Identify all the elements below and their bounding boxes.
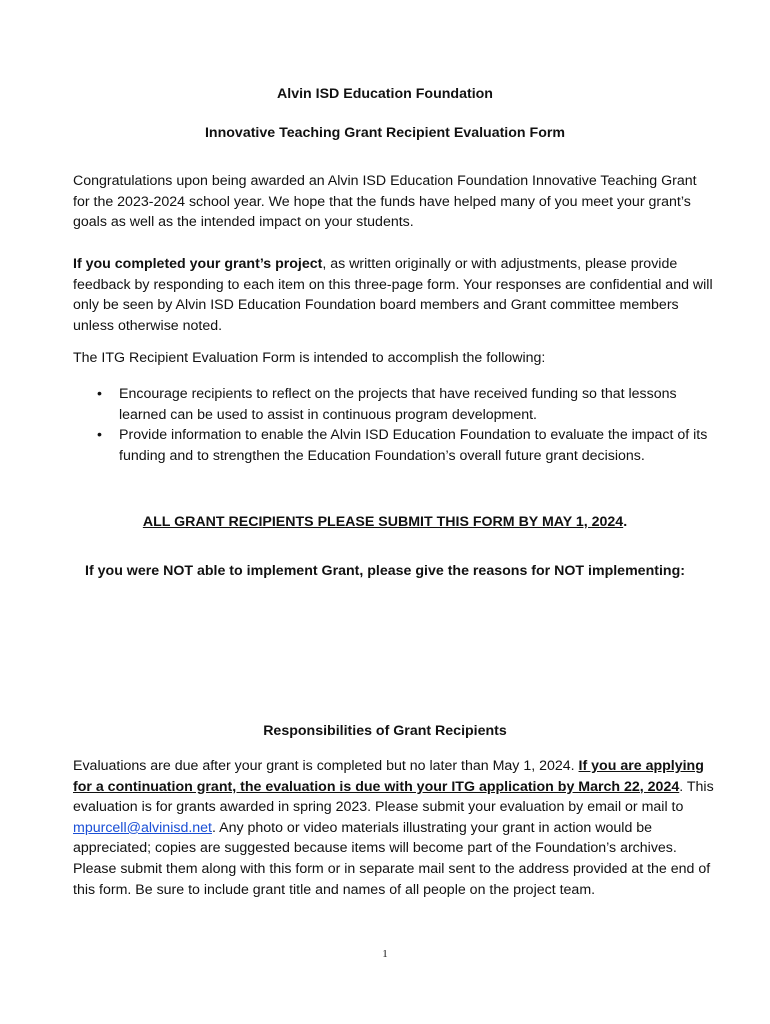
deadline-notice (0, 512, 770, 533)
form-title-text: Innovative Teaching Grant Recipient Evaluation Form (204, 125, 565, 141)
responsibilities-text-3: . Any photo or video materials illustrating your grant in action would be appreciated; copies are suggested because items will become part of the Foundation’s archives. Please submit them along with this form or in separate mail sent to the address provided at the end of this form. Be sure to include grant title and names of all people on the project team. (73, 819, 711, 898)
email-link[interactable]: mpurcell@alvinisd.net (73, 819, 212, 836)
responsibilities-heading: Responsibilities of Grant Recipients (263, 723, 507, 739)
completed-paragraph (73, 254, 713, 336)
purpose-intro (73, 348, 713, 369)
completed-text (73, 254, 713, 336)
bullet-text: Encourage recipients to reflect on the projects that have received funding so that lessons learned can be used to assist in continuous program development. (119, 386, 677, 423)
not-implemented-prompt: If you were NOT able to implement Grant, please give the reasons for NOT implementing: (85, 563, 685, 579)
intro-paragraph (73, 171, 713, 233)
purpose-bullet-list (73, 384, 713, 466)
list-item (73, 384, 713, 425)
bullet-icon: • (97, 386, 102, 402)
deadline-notice-period: . (623, 514, 628, 530)
bullet-text: Provide information to enable the Alvin ISD Education Foundation to evaluate the impact of its funding and to strengthen the Education Foundation’s overall future grant decisions. (119, 427, 708, 464)
responsibilities-text-2: . This evaluation is for grants awarded in spring 2023. Please submit your evaluation by email or mail to (73, 778, 714, 816)
responsibilities-text (73, 756, 715, 900)
form-title (0, 123, 770, 144)
org-title: Alvin ISD Education Foundation (277, 86, 493, 102)
bullet-icon: • (97, 427, 102, 444)
intro-text: Congratulations upon being awarded an Alvin ISD Education Foundation Innovative Teaching Grant for the 2023-2024 school year. We hope that the funds have helped many of you meet your grant’s goals as well as the intended impact on your students. (73, 173, 697, 231)
list-item (73, 425, 713, 466)
deadline-notice-text: ALL GRANT RECIPIENTS PLEASE SUBMIT THIS FORM BY MAY 1, 2024 (142, 514, 624, 530)
completed-rest: , as written originally or with adjustments, please provide feedback by responding to each item on this three-page form. Your responses are confidential and will only be seen by Alvin ISD Education Foundation board members and Grant committee members unless otherwise noted. (73, 256, 713, 334)
continuation-grant-notice: If you are applying for a continuation grant, the evaluation is due with your ITG application by March 22, 2024 (73, 758, 704, 795)
completed-bold-lead: If you completed your grant’s project (73, 256, 323, 272)
responsibilities-paragraph (73, 756, 715, 900)
purpose-intro-text: The ITG Recipient Evaluation Form is intended to accomplish the following: (73, 350, 546, 366)
page-number: 1 (382, 948, 388, 960)
responsibilities-text-1: Evaluations are due after your grant is completed but no later than May 1, 2024. (73, 758, 579, 774)
